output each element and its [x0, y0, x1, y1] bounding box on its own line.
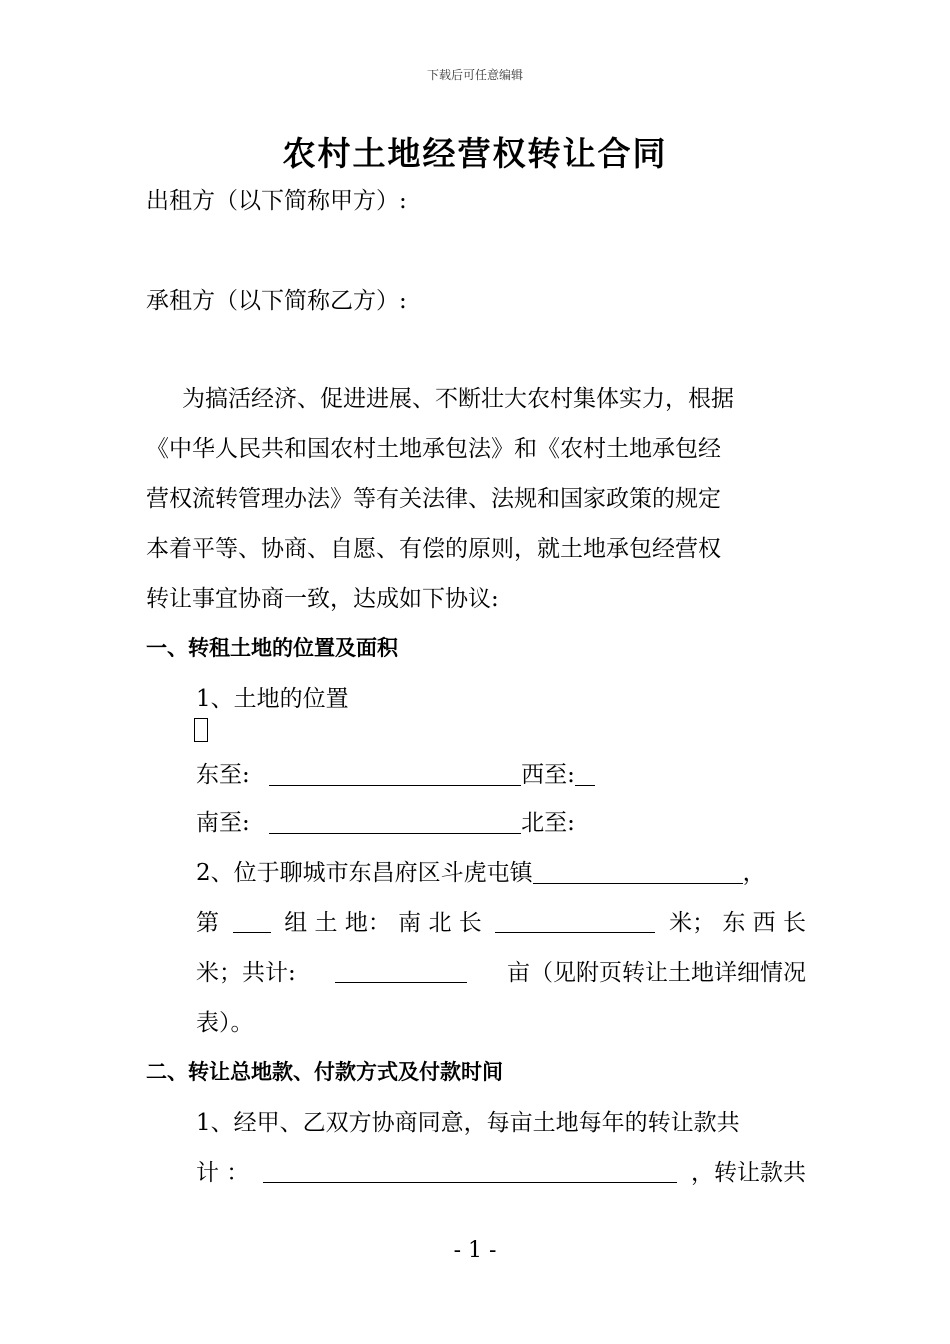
village-blank[interactable] [533, 859, 743, 884]
lessor-label: 出租方（以下简称甲方）: [146, 188, 407, 214]
preamble-line-1: 为搞活经济、促进进展、不断壮大农村集体实力，根据 [182, 386, 734, 412]
mu-end-line: 表）。 [196, 1010, 254, 1036]
east-label: 东至: [196, 762, 250, 788]
preamble-line-4: 本着平等、协商、自愿、有偿的原则，就土地承包经营权 [146, 536, 721, 562]
section-2-heading: 二、转让总地款、付款方式及付款时间 [146, 1059, 503, 1084]
total-area-row [196, 958, 806, 988]
section-1-heading: 一、转租土地的位置及面积 [146, 635, 398, 660]
address-suffix: ， [742, 860, 766, 886]
payment-tail: ，转让款共 [691, 1160, 806, 1186]
meter-label: 米； 东 西 长 [669, 910, 806, 936]
mu-label: 亩（见附页转让土地详细情况 [507, 960, 806, 986]
lessee-label: 承租方（以下简称乙方）: [146, 288, 407, 314]
payment-ji-label: 计 ： [196, 1160, 250, 1186]
total-mu-blank[interactable] [335, 958, 467, 983]
document-title: 农村土地经营权转让合同 [282, 134, 668, 173]
preamble-line-3: 营权流转管理办法》等有关法律、法规和国家政策的规定 [146, 486, 721, 512]
meter-total-label: 米；共计: [196, 960, 296, 986]
payment-line-1: 1、经甲、乙双方协商同意，每亩土地每年的转让款共 [196, 1110, 740, 1136]
east-west-row [196, 760, 595, 790]
south-label: 南至: [196, 810, 250, 836]
east-blank[interactable] [269, 761, 521, 786]
ns-length-blank[interactable] [495, 908, 655, 933]
page-number: - 1 - [453, 1238, 497, 1263]
payment-amount-blank[interactable] [263, 1158, 677, 1183]
south-north-row [196, 808, 575, 838]
payment-line-2 [196, 1158, 806, 1188]
south-blank[interactable] [269, 809, 521, 834]
north-label: 北至: [521, 810, 575, 836]
header-note: 下载后可任意编辑 [426, 68, 523, 82]
preamble-line-5: 转让事宜协商一致，达成如下协议: [146, 586, 499, 612]
land-address-row [196, 858, 766, 888]
west-blank[interactable] [575, 761, 595, 786]
preamble-line-2: 《中华人民共和国农村土地承包法》和《农村土地承包经 [146, 436, 721, 462]
group-prefix: 第 [196, 910, 219, 936]
address-prefix: 2、位于聊城市东昌府区斗虎屯镇 [196, 860, 533, 886]
land-location-item: 1、土地的位置 [196, 686, 349, 712]
placeholder-box-glyph [194, 718, 208, 746]
west-label: 西至: [521, 762, 575, 788]
group-blank[interactable] [233, 908, 271, 933]
group-size-row [196, 908, 806, 938]
group-mid: 组 土 地： 南 北 长 [284, 910, 482, 936]
